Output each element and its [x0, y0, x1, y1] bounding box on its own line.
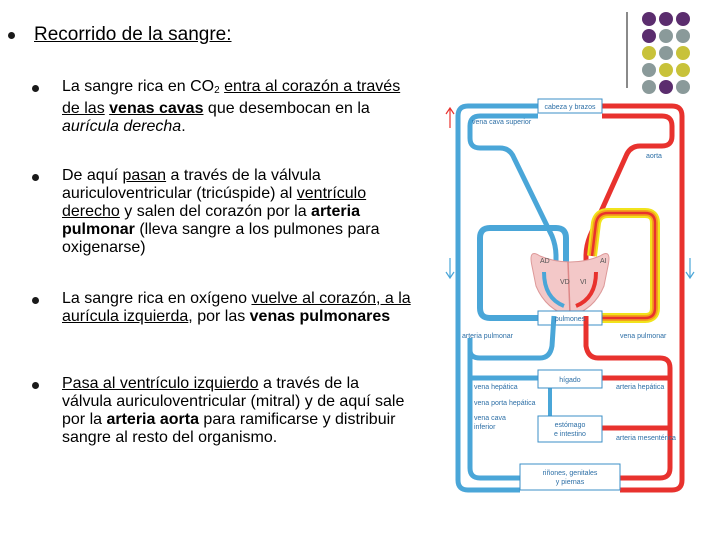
decor-divider-line	[626, 12, 628, 88]
circulation-diagram	[440, 88, 700, 508]
decor-dot	[676, 29, 690, 43]
list-item-3	[32, 290, 412, 326]
label-vena-hepatica: vena hepática	[474, 384, 518, 391]
list-item-text: De aquí pasan a través de la válvula auriculoventricular (tricúspide) al ventrículo derecho y salen del corazón por la arteria pulmonar (lleva sangre a los pulmones para oxigenarse)	[62, 167, 380, 256]
arrow-icon	[446, 108, 454, 128]
list-bullet	[32, 85, 39, 92]
label-rinones-2: y piernas	[555, 479, 585, 486]
decor-dot	[659, 63, 673, 77]
vena-cava-inferior	[470, 348, 520, 478]
rinones-box	[520, 464, 620, 490]
list-item-text: La sangre rica en $CO_2$ entra al corazón a través de las venas cavas que desembocan en la aurícula derecha.	[62, 78, 401, 135]
list-bullet	[32, 174, 39, 181]
label-arteria-mesenterica: arteria mesentérica	[616, 435, 676, 442]
decor-dot	[659, 46, 673, 60]
label-vena-pulmonar: vena pulmonar	[620, 333, 667, 340]
label-vena-porta: vena porta hepática	[474, 400, 536, 407]
label-vi: VI	[580, 279, 587, 286]
decor-dot	[642, 12, 656, 26]
aorta-descendente	[586, 316, 670, 478]
label-estomago-1: estómago	[554, 422, 586, 429]
label-rinones-1: riñones, genitales	[542, 470, 598, 477]
list-bullet	[32, 382, 39, 389]
list-item-4	[32, 375, 412, 447]
arrow-icon	[686, 258, 694, 278]
list-item-1	[32, 78, 412, 136]
decor-dot	[659, 12, 673, 26]
label-vd: VD	[560, 279, 570, 286]
label-higado: hígado	[559, 377, 581, 384]
label-cabeza: cabeza y brazos	[544, 104, 596, 111]
decor-dot	[642, 29, 656, 43]
decor-dot	[676, 63, 690, 77]
label-cava-inferior-2: inferior	[474, 424, 496, 431]
list-item-2	[32, 167, 412, 257]
label-arteria-hepatica: arteria hepática	[616, 384, 665, 391]
arrow-icon	[446, 258, 454, 278]
label-ad: AD	[540, 258, 550, 265]
title-bullet	[8, 32, 15, 39]
label-pulmones: pulmones	[554, 316, 586, 323]
label-estomago-2: e intestino	[554, 431, 586, 438]
label-ai: AI	[600, 258, 607, 265]
list-item-text: Pasa al ventrículo izquierdo a través de la válvula auriculoventricular (mitral) y de aquí sale por la arteria aorta para ramificarse y distribuir sangre al resto del organismo.	[62, 375, 405, 446]
decor-dot	[676, 12, 690, 26]
label-cava-inferior-1: vena cava	[474, 415, 506, 422]
list-bullet	[32, 297, 39, 304]
slide-title: Recorrido de la sangre:	[34, 24, 232, 45]
label-aorta: aorta	[646, 153, 662, 160]
decor-dot	[659, 29, 673, 43]
estomago-box	[538, 416, 602, 442]
label-cava-superior: vena cava superior	[472, 119, 532, 126]
list-item-text: La sangre rica en oxígeno vuelve al corazón, a la aurícula izquierda, por las venas pulmonares	[62, 290, 411, 325]
decor-dot	[676, 46, 690, 60]
label-arteria-pulmonar: arteria pulmonar	[462, 333, 513, 340]
decor-dot	[642, 46, 656, 60]
decor-dot	[642, 63, 656, 77]
